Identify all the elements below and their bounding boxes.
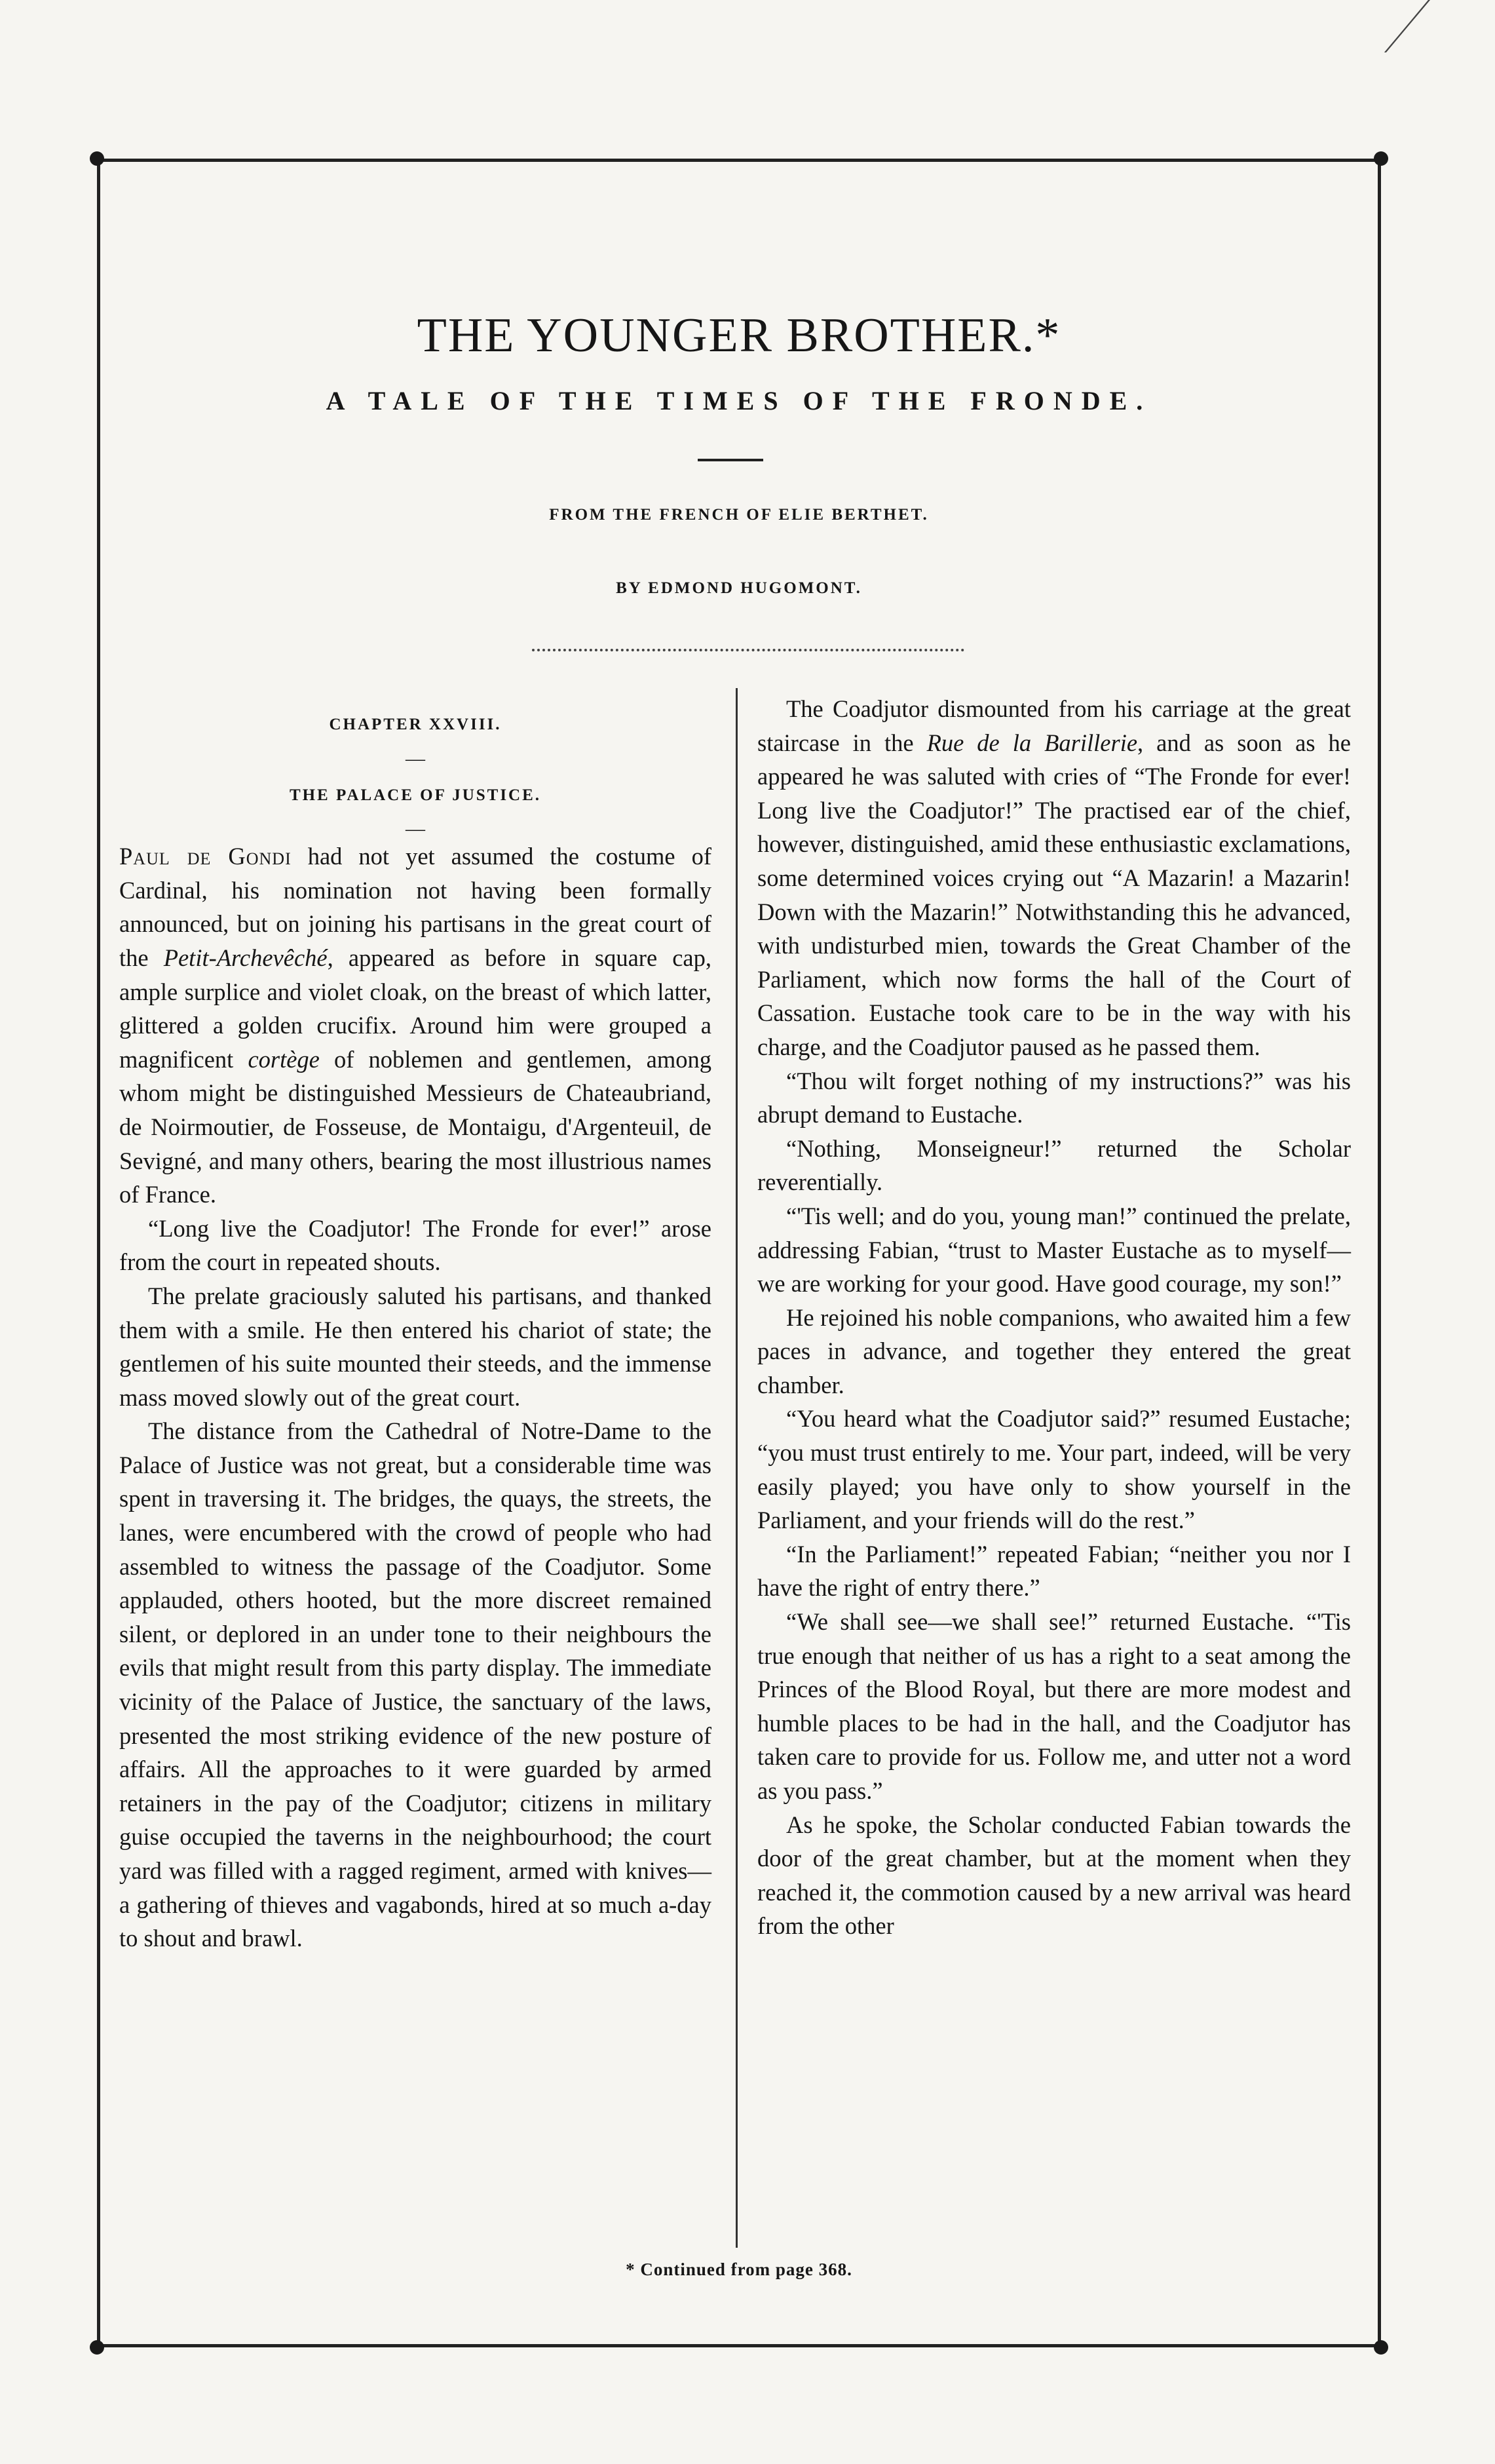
paragraph-text: , and as soon as he appeared he was saluted with cries of “The Fronde for ever! Long live the Coadjutor!” The practised ear of the chief, however, distinguished, amid these enthusiastic exclamations, some determined voices crying out “A Mazarin! a Mazarin! Down with the Mazarin!” Notwithstanding this he advanced, with undisturbed mien, towards the Great Chamber of the Parliament, which now forms the hall of the Court of Cassation. Eustache took care to be in the way with his charge, and the Coadjutor paused as he passed them. <box>757 729 1351 1060</box>
paragraph: “In the Parliament!” repeated Fabian; “neither you nor I have the right of entry there.” <box>757 1540 1351 1602</box>
right-column <box>757 692 1351 1943</box>
story-subtitle: A TALE OF THE TIMES OF THE FRONDE. <box>326 386 1152 415</box>
paragraph: The prelate graciously saluted his partisans, and thanked them with a smile. He then entered his chariot of state; the gentlemen of his suite mounted their steeds, and the immense mass moved slowly out of the great court. <box>119 1282 711 1411</box>
paragraph: He rejoined his noble companions, who awaited him a few paces in advance, and together they entered the great chamber. <box>757 1303 1351 1398</box>
paragraph-text: had not yet assumed the costume of Cardinal, his nomination not having been formally announced, but on joining his partisans in the great court of the <box>119 843 711 971</box>
source-attribution: FROM THE FRENCH OF ELIE BERTHET. <box>549 506 929 524</box>
paragraph-text: , appeared as before in square cap, ample surplice and violet cloak, on the breast of which latter, glittered a golden crucifix. Around him were grouped a magnificent <box>119 944 712 1073</box>
chapter-dash: — <box>406 818 425 840</box>
border-corner-ornament <box>90 2340 104 2355</box>
paragraph: “We shall see—we shall see!” returned Eustache. “'Tis true enough that neither of us has a right to a seat among the Princes of the Blood Royal, but there are more modest and humble places to be had in the hall, and the Coadjutor has taken care to provide for us. Follow me, and utter not a word as you pass.” <box>757 1608 1351 1804</box>
translator-credit: BY EDMOND HUGOMONT. <box>616 579 862 597</box>
paragraph: “Thou wilt forget nothing of my instructions?” was his abrupt demand to Eustache. <box>757 1067 1351 1128</box>
paragraph: The distance from the Cathedral of Notre-Dame to the Palace of Justice was not great, but a considerable time was spent in traversing it. The bridges, the quays, the streets, the lanes, were encumbered with the crowd of people who had assembled to witness the passage of the Coadjutor. Some applauded, others hooted, but the more discreet remained silent, or deplored in an under tone to their neighbours the evils that might result from this party display. The immediate vicinity of the Palace of Justice, the sanctuary of the laws, presented the most striking evidence of the new posture of affairs. All the approaches to it were guarded by armed retainers in the pay of the Coadjutor; citizens in military guise occupied the taverns in the neighbourhood; the court yard was filled with a ragged regiment, armed with knives—a gathering of thieves and vagabonds, hired at so much a-day to shout and brawl. <box>119 1417 711 1952</box>
chapter-number: CHAPTER XXVIII. <box>329 716 502 733</box>
paragraph: “Long live the Coadjutor! The Fronde for ever!” arose from the court in repeated shouts. <box>119 1214 711 1276</box>
dropcap-name: Paul de Gondi <box>119 843 292 870</box>
paragraph-text: of noblemen and gentlemen, among whom might be distinguished Messieurs de Chateaubriand, de Noirmoutier, de Fosseuse, de Montaigu, d'Argenteuil, de Sevigné, and many others, bearing the most illustrious names of France. <box>119 1045 711 1208</box>
paragraph: “'Tis well; and do you, young man!” continued the prelate, addressing Fabian, “trust to Master Eustache as to myself—we are working for your good. Have good courage, my son!” <box>757 1202 1351 1298</box>
left-column <box>119 692 711 1955</box>
paragraph <box>757 692 1351 1064</box>
title-divider <box>698 459 763 461</box>
paragraph <box>119 839 711 1212</box>
column-divider <box>736 688 738 2248</box>
chapter-heading: THE PALACE OF JUSTICE. <box>289 786 542 804</box>
border-corner-ornament <box>90 151 104 166</box>
italic-text: cortège <box>248 1045 320 1073</box>
page-edge-fold <box>1384 0 1495 52</box>
italic-text: Rue de la Barillerie <box>926 729 1138 756</box>
italic-text: Petit-Archevêché <box>163 944 328 971</box>
border-corner-ornament <box>1374 151 1388 166</box>
paragraph: As he spoke, the Scholar conducted Fabian towards the door of the great chamber, but at the moment when they reached it, the commotion caused by a new arrival was heard from the other <box>757 1811 1351 1940</box>
footnote: * Continued from page 368. <box>626 2260 852 2279</box>
border-corner-ornament <box>1374 2340 1388 2355</box>
header-ornamental-rule <box>532 649 964 651</box>
paragraph: “You heard what the Coadjutor said?” resumed Eustache; “you must trust entirely to me. Your part, indeed, will be very easily played; you have only to show yourself in the Parliament, and your friends will do the rest.” <box>757 1405 1351 1534</box>
story-title: THE YOUNGER BROTHER.* <box>417 309 1061 362</box>
paragraph-text: The Coadjutor dismounted from his carriage at the great staircase in the <box>757 695 1351 756</box>
chapter-dash: — <box>406 747 425 769</box>
paragraph: “Nothing, Monseigneur!” returned the Scholar reverentially. <box>757 1134 1351 1196</box>
